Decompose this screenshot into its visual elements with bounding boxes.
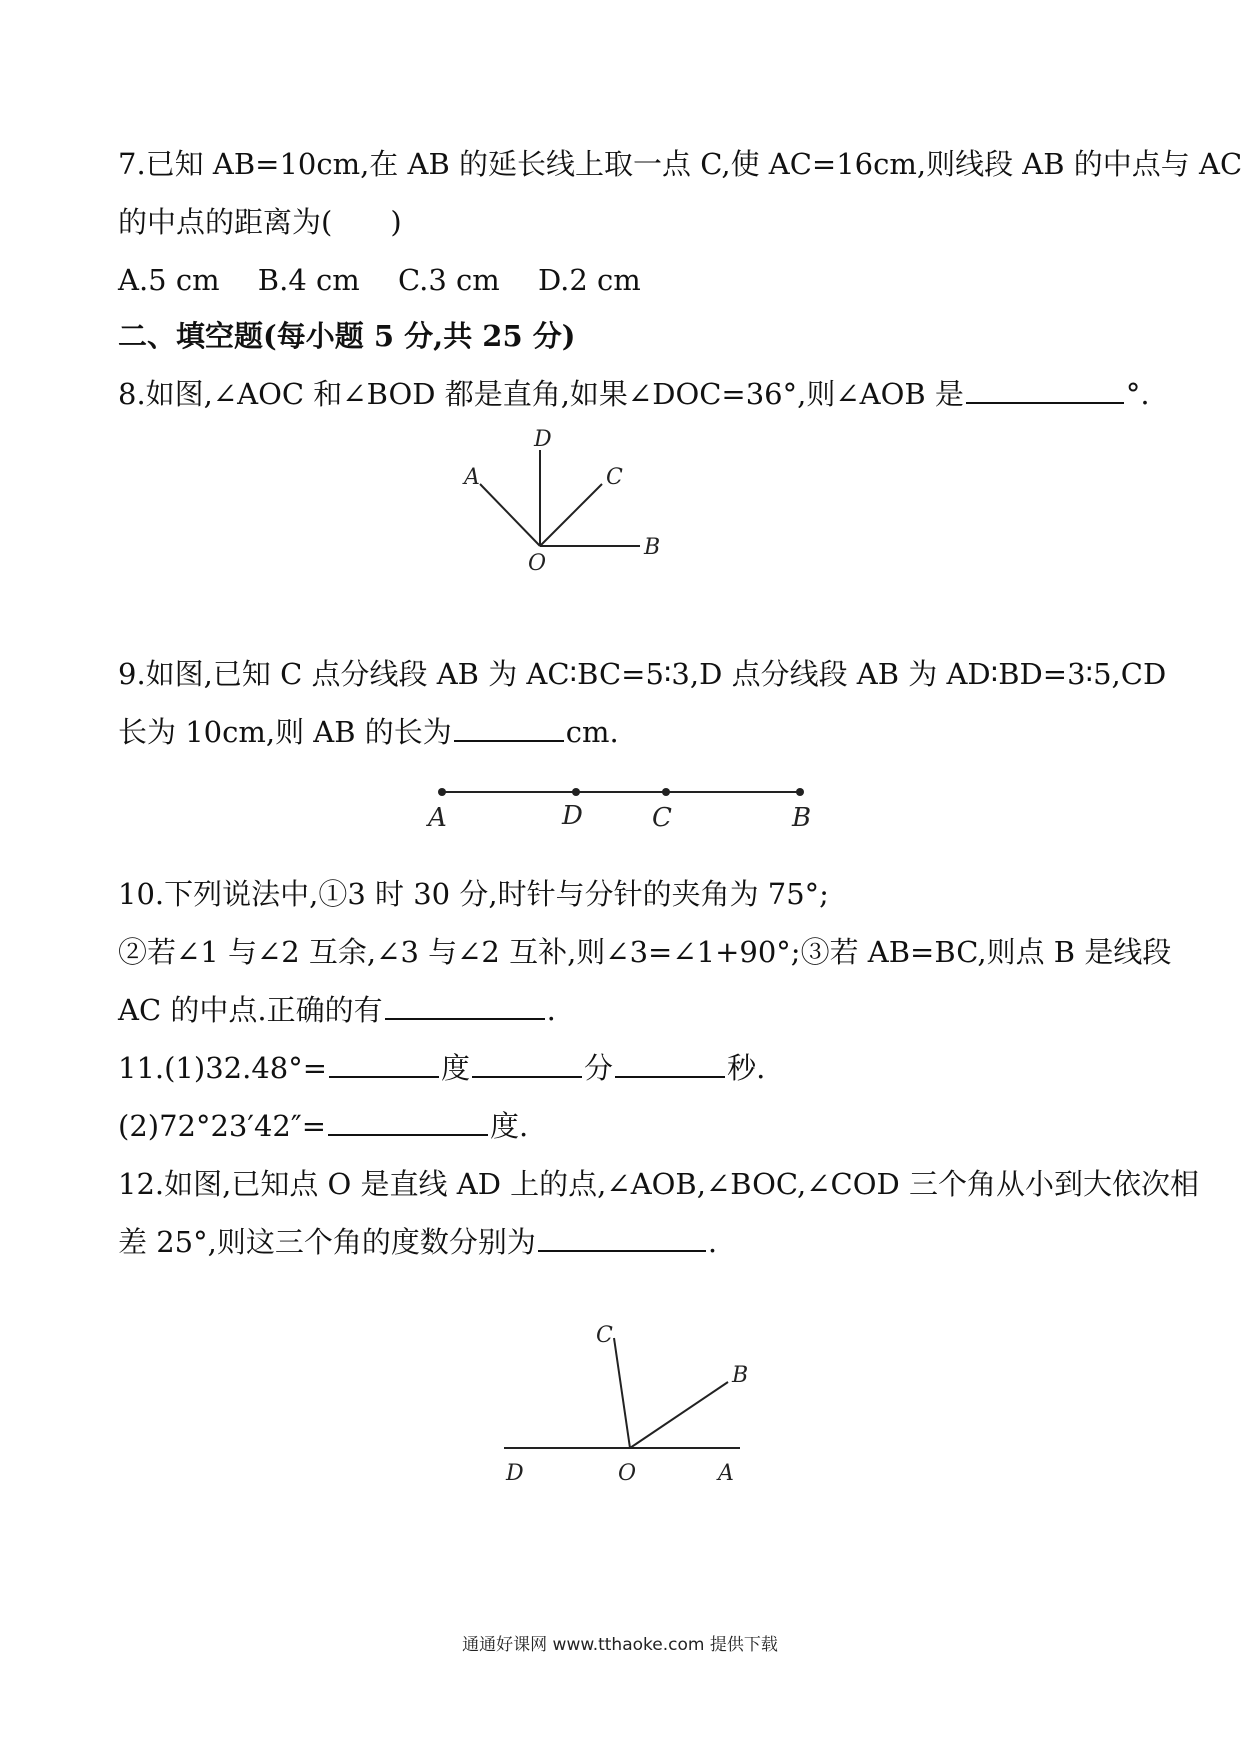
label-c: C bbox=[596, 1323, 613, 1348]
q10-end: . bbox=[546, 993, 556, 1027]
q11-p2-unit: 度. bbox=[490, 1109, 529, 1143]
q8-figure bbox=[464, 422, 760, 582]
q12-figure bbox=[490, 1320, 770, 1490]
q8-answer-blank[interactable] bbox=[966, 401, 1124, 404]
q8-text: 8.如图,∠AOC 和∠BOD 都是直角,如果∠DOC=36°,则∠AOB 是 bbox=[118, 377, 964, 411]
label-b: B bbox=[732, 1363, 749, 1388]
q10-answer-blank[interactable] bbox=[385, 1017, 545, 1020]
q11-degree-blank[interactable] bbox=[329, 1075, 439, 1078]
q11-miao: 秒. bbox=[727, 1051, 766, 1085]
q11-p2-blank[interactable] bbox=[328, 1133, 488, 1136]
q9-line1: 9.如图,已知 C 点分线段 AB 为 AC∶BC=5∶3,D 点分线段 AB 为 AD∶BD=3∶5,CD bbox=[118, 657, 1167, 691]
q8-line bbox=[118, 376, 1150, 412]
q11-fen: 分 bbox=[584, 1051, 614, 1085]
q7-line1: 7.已知 AB=10cm,在 AB 的延长线上取一点 C,使 AC=16cm,则线段 AB 的中点与 AC bbox=[118, 147, 1242, 181]
q10-line3 bbox=[118, 992, 556, 1028]
q10-line2: ②若∠1 与∠2 互余,∠3 与∠2 互补,则∠3=∠1+90°;③若 AB=BC,则点 B 是线段 bbox=[118, 935, 1172, 969]
label-b: B bbox=[644, 535, 661, 560]
ray-oc bbox=[614, 1338, 630, 1448]
q10-text: AC 的中点.正确的有 bbox=[118, 993, 383, 1027]
label-d: D bbox=[534, 427, 552, 452]
q12-line1: 12.如图,已知点 O 是直线 AD 上的点,∠AOB,∠BOC,∠COD 三个角从小到大依次相 bbox=[118, 1167, 1199, 1201]
q7-line2: 的中点的距离为( ) bbox=[118, 205, 402, 239]
q9-answer-blank[interactable] bbox=[454, 739, 564, 742]
q8-unit: °. bbox=[1125, 377, 1150, 411]
q11-second-blank[interactable] bbox=[615, 1075, 725, 1078]
label-c: C bbox=[606, 465, 623, 490]
label-d: D bbox=[506, 1461, 524, 1486]
ray-oa bbox=[480, 484, 540, 546]
q7-options: A.5 cm B.4 cm C.3 cm D.2 cm bbox=[118, 263, 641, 297]
q9-line2 bbox=[118, 714, 619, 750]
point-a bbox=[438, 788, 446, 796]
label-o: O bbox=[618, 1461, 637, 1486]
q12-line2 bbox=[118, 1224, 717, 1260]
ray-ob bbox=[630, 1382, 728, 1448]
point-b bbox=[796, 788, 804, 796]
label-a: A bbox=[428, 803, 447, 833]
footer-credit: 通通好课网 www.tthaoke.com 提供下载 bbox=[462, 1635, 778, 1655]
q11-minute-blank[interactable] bbox=[472, 1075, 582, 1078]
q11-p1-text: 11.(1)32.48°= bbox=[118, 1051, 328, 1085]
section-title: 二、填空题(每小题 5 分,共 25 分) bbox=[118, 319, 576, 353]
point-c bbox=[662, 788, 670, 796]
point-d bbox=[572, 788, 580, 796]
label-a: A bbox=[718, 1461, 734, 1486]
label-o: O bbox=[528, 551, 547, 576]
q11-part2 bbox=[118, 1108, 528, 1144]
q12-text: 差 25°,则这三个角的度数分别为 bbox=[118, 1225, 536, 1259]
q9-text: 长为 10cm,则 AB 的长为 bbox=[118, 715, 452, 749]
q11-du: 度 bbox=[441, 1051, 471, 1085]
label-b: B bbox=[792, 803, 812, 833]
q12-end: . bbox=[707, 1225, 718, 1259]
q11-p2-text: (2)72°23′42″= bbox=[118, 1109, 326, 1143]
q9-figure bbox=[420, 780, 820, 840]
label-c: C bbox=[652, 803, 672, 833]
q11-part1 bbox=[118, 1050, 765, 1086]
label-d: D bbox=[562, 801, 583, 831]
q10-line1: 10.下列说法中,①3 时 30 分,时针与分针的夹角为 75°; bbox=[118, 877, 829, 911]
ray-oc bbox=[540, 484, 602, 546]
q9-unit: cm. bbox=[565, 715, 619, 749]
label-a: A bbox=[464, 465, 480, 490]
q12-answer-blank[interactable] bbox=[538, 1249, 706, 1252]
